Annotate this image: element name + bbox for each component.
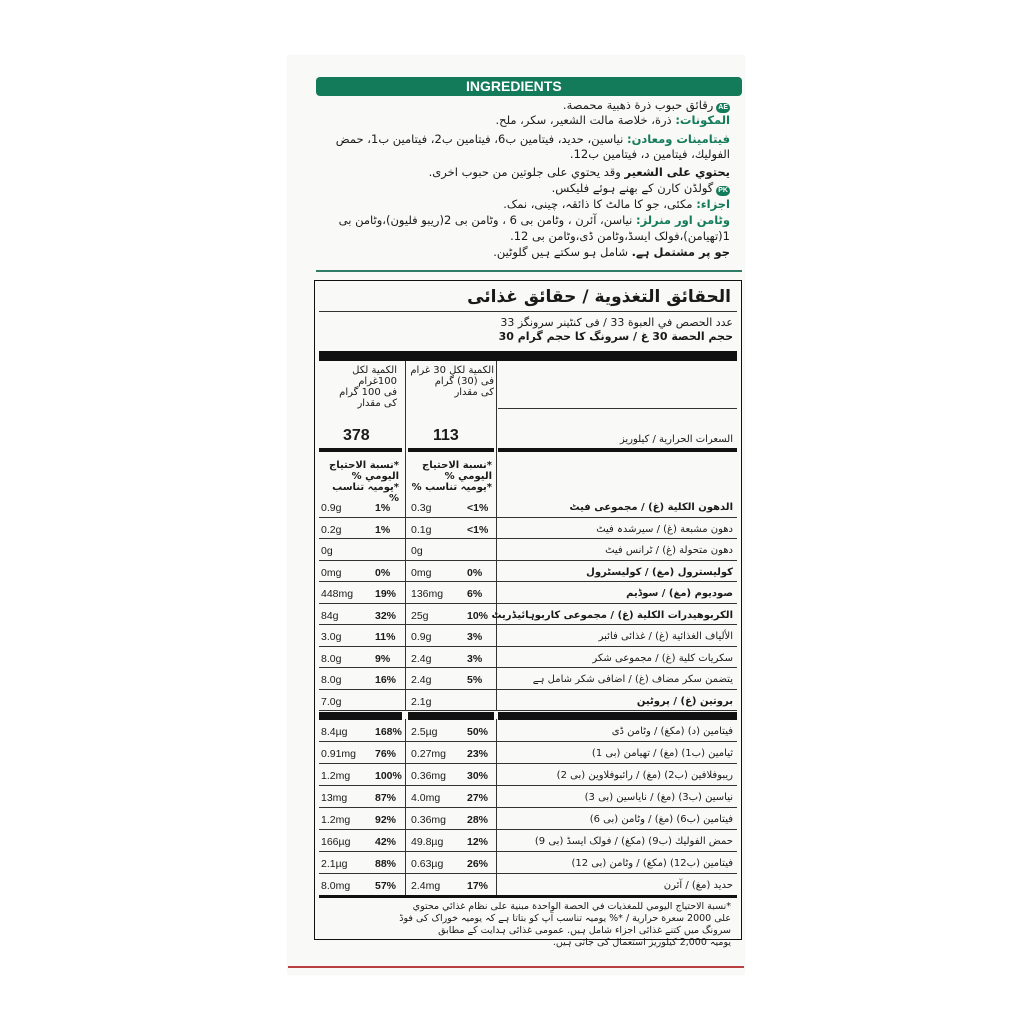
dv-30g: 30%	[467, 770, 489, 782]
col-header-30g: الكمية لكل 30 غرام فی (30) گرام کی مقدار	[410, 365, 494, 398]
value-30g: 2.4g	[411, 674, 432, 686]
pk-badge: PK	[718, 187, 728, 194]
value-30g: 4.0mg	[411, 792, 441, 804]
dv-30g: 6%	[467, 588, 483, 600]
dv-30g: 10%	[467, 609, 489, 622]
mid-bar-2	[408, 712, 494, 720]
pk-product-line: PKگولڈن کارن کے بھنے ہوئے فلیکس.	[551, 181, 728, 195]
ae-vitamins-line-2: الفوليك، فيتامين د، فيتامين ب12.	[569, 147, 730, 161]
nutrient-label: فيتامين (ب12) (مكغ) / وٹامن (بی 12)	[571, 858, 733, 869]
servings-per-container: عدد الحصص في العبوة 33 / فی کنٹینر سرونگز 33	[500, 316, 733, 329]
row-divider	[319, 851, 737, 852]
value-100g: 1.2mg	[321, 770, 351, 782]
value-100g: 84g	[321, 609, 339, 622]
mid-bar-3	[498, 712, 737, 720]
dv-100g: 0%	[375, 566, 391, 579]
dv-100g: 1%	[375, 523, 391, 536]
value-30g: 0.27mg	[411, 748, 447, 760]
dv-30g: 0%	[467, 566, 483, 579]
dv-100g: 168%	[375, 726, 402, 738]
col-sep-2	[496, 361, 497, 711]
value-100g: 8.0g	[321, 652, 342, 665]
dv-30g: 12%	[467, 836, 489, 848]
nutrient-label: يتضمن سكر مضاف (غ) / اضافی شکر شامل ہے	[532, 674, 733, 685]
calories-30g: 113	[433, 427, 459, 444]
header-rule	[498, 408, 737, 409]
col-header-100g: الكمية لكل 100غرام فی 100 گرام کی مقدار	[339, 365, 397, 409]
mid-bar-1	[319, 712, 402, 720]
row-divider	[319, 581, 737, 582]
dv-100g: 87%	[375, 792, 397, 804]
value-100g: 13mg	[321, 792, 348, 804]
nutrient-label: حمض الفوليك (ب9) (مكغ) / فولک ایسڈ (بی 9)	[534, 836, 733, 847]
value-100g: 1.2mg	[321, 814, 351, 826]
dv-30g: 23%	[467, 748, 489, 760]
row-divider	[319, 624, 737, 625]
dv-30g: 27%	[467, 792, 489, 804]
nutrient-label: ثيامين (ب1) (مغ) / تھیامن (بی 1)	[591, 748, 733, 759]
nutrient-label: ريبوفلافين (ب2) (مغ) / رائبوفلاوین (بی 2)	[556, 770, 733, 781]
nutrient-label: نياسين (ب3) (مغ) / نایاسین (بی 3)	[584, 792, 733, 803]
row-divider	[319, 667, 737, 668]
ae-product-line: AEرقائق حبوب ذرة ذهبية محمصة.	[562, 98, 728, 112]
row-divider	[319, 560, 737, 561]
dv-100g: 1%	[375, 502, 391, 514]
value-100g: 2.1µg	[321, 858, 348, 870]
row-divider	[319, 603, 737, 604]
pk-ingredients-line: اجزاء: مکئی، جو کا مالٹ کا ذائقہ، چینی، نمک.	[503, 197, 730, 211]
value-100g: 166µg	[321, 836, 351, 848]
value-100g: 0.2g	[321, 523, 342, 536]
nutrient-label: سكريات كلية (غ) / مجموعی شکر	[592, 652, 733, 664]
value-100g: 7.0g	[321, 695, 342, 708]
dv-100g: 42%	[375, 836, 397, 848]
row-divider	[319, 538, 737, 539]
nutrient-label: كوليسترول (مغ) / کولیسٹرول	[586, 566, 733, 578]
value-100g: 0g	[321, 545, 333, 557]
ae-ingredients-line: المكونات: ذرة، خلاصة مالت الشعير، سكر، ملح.	[495, 113, 730, 127]
dv-100g: 16%	[375, 674, 397, 686]
nutrient-label: الدهون الكلية (غ) / مجموعی فیٹ	[569, 502, 733, 513]
dv-100g: 11%	[375, 631, 396, 643]
nutrient-label: صوديوم (مغ) / سوڈیم	[626, 588, 733, 599]
nutrition-facts-table	[314, 280, 742, 948]
ae-vitamins-line: فيتامينات ومعادن: نياسين، حديد، فيتامين ب6، فيتامين ب2، فيتامين ب1، حمض	[335, 132, 730, 146]
cal-bar-1	[319, 448, 402, 452]
dv-30g: 3%	[467, 631, 483, 643]
pk-allergen-line: جو پر مشتمل ہے. شامل ہو سکتے ہیں گلوٹین.	[493, 245, 730, 259]
value-30g: 136mg	[411, 588, 444, 600]
nutrient-label: الألياف الغذائية (غ) / غذائی فائبر	[598, 631, 733, 642]
dv-100g: 32%	[375, 609, 397, 622]
value-100g: 3.0g	[321, 631, 342, 643]
value-100g: 0mg	[321, 566, 342, 579]
facts-title: الحقائق التغذوية / حقائق غذائی	[467, 287, 731, 307]
row-divider	[319, 807, 737, 808]
value-100g: 8.4µg	[321, 726, 348, 738]
row-divider	[319, 785, 737, 786]
value-30g: 2.4mg	[411, 880, 441, 892]
cal-bar-2	[408, 448, 494, 452]
dv-100g: 19%	[375, 588, 397, 600]
ae-allergen-line: يحتوي على الشعير وقد يحتوي على جلوتين من حبوب اخرى.	[428, 165, 730, 179]
row-divider	[319, 763, 737, 764]
value-30g: 0.1g	[411, 523, 432, 536]
dv-100g: 100%	[375, 770, 402, 782]
row-divider	[319, 710, 737, 711]
bottom-accent-line	[288, 966, 744, 968]
dv-100g: 9%	[375, 652, 391, 665]
dv-30g: 50%	[467, 726, 489, 738]
nutrient-label: حديد (مغ) / آئرن	[663, 880, 733, 891]
value-30g: 49.8µg	[411, 836, 444, 848]
value-100g: 0.91mg	[321, 748, 357, 760]
dv-30g: 3%	[467, 652, 483, 665]
dv-30g: 28%	[467, 814, 489, 826]
row-divider	[319, 873, 737, 874]
value-100g: 0.9g	[321, 502, 342, 514]
dv-100g: 92%	[375, 814, 397, 826]
row-divider	[319, 829, 737, 830]
pk-vitamins-line: وٹامن اور منرلز: نیاسن، آئرن ، وٹامن بی 6 ، وٹامن بی 2(ریبو فلیون)،وٹامن بی	[338, 213, 730, 227]
pk-vitamins-line-2: 1(تھیامن)،فولک ایسڈ،وٹامن ڈی،وٹامن بی 12.	[510, 229, 730, 243]
nutrient-label: الكربوهيدرات الكلية (غ) / مجموعی کاربوہائیڈریٹ	[491, 609, 733, 621]
ae-badge: AE	[718, 104, 728, 111]
dv-30g: 17%	[467, 880, 489, 892]
value-30g: 2.5µg	[411, 726, 438, 738]
thick-bar-top	[319, 351, 737, 361]
value-30g: 0.63µg	[411, 858, 444, 870]
thick-bar-bottom	[319, 895, 737, 898]
ingredients-header: INGREDIENTS	[316, 77, 742, 96]
dv-30g: 26%	[467, 858, 489, 870]
cal-bar-3	[498, 448, 737, 452]
col-sep-1	[405, 361, 406, 711]
value-30g: 0g	[411, 545, 423, 557]
row-divider	[319, 741, 737, 742]
section-divider	[316, 270, 742, 272]
value-30g: 0.36mg	[411, 770, 447, 782]
dv-100g: 57%	[375, 880, 397, 892]
nutrient-label: فيتامين (د) (مكغ) / وٹامن ڈی	[611, 726, 733, 737]
dv-100g: 76%	[375, 748, 397, 760]
dv-30g: <1%	[467, 502, 489, 514]
value-30g: 0.9g	[411, 631, 432, 643]
calories-100g: 378	[343, 427, 370, 444]
nutrient-label: فيتامين (ب6) (مغ) / وٹامن (بی 6)	[589, 814, 733, 825]
dv-100g: 88%	[375, 858, 397, 870]
row-divider	[319, 517, 737, 518]
dv-header-30g: *نسبة الاحتياج اليومي % *یومیہ تناسب %	[411, 460, 492, 493]
dv-30g: 5%	[467, 674, 483, 686]
dv-header-100g: *نسبة الاحتياج اليومي % *یومیہ تناسب %	[329, 460, 399, 504]
value-30g: 0.36mg	[411, 814, 447, 826]
value-100g: 8.0g	[321, 674, 342, 686]
nutrient-label: دهون مشبعة (غ) / سیرشدہ فیٹ	[596, 523, 733, 535]
dv-30g: <1%	[467, 523, 489, 536]
row-divider	[319, 689, 737, 690]
value-30g: 0mg	[411, 566, 432, 579]
value-30g: 2.1g	[411, 695, 432, 708]
value-30g: 0.3g	[411, 502, 432, 514]
row-divider	[319, 646, 737, 647]
calories-label: السعرات الحرارية / کیلوریز	[619, 434, 733, 445]
value-100g: 448mg	[321, 588, 354, 600]
value-100g: 8.0mg	[321, 880, 351, 892]
value-30g: 25g	[411, 609, 429, 622]
footnote: *نسبة الاحتياج اليومي للمغذيات في الحصة الواحدة مبنية على نظام غذائي محتوي على 2000 سعرة حرارية / *% یومیہ تناسب آپ کو بتاتا ہے کہ یومیہ خوراک کی فوڈ سرونگ میں کتنے غذائی اجزاء شامل ہیں. عمومی غذائی ہدایت کے مطابق یومیہ 2,000 کیلوریز استعمال کی جاتی ہیں.	[399, 901, 731, 948]
nutrient-label: دهون متحولة (غ) / ٹرانس فیٹ	[605, 545, 733, 556]
value-30g: 2.4g	[411, 652, 432, 665]
serving-size: حجم الحصة 30 غ / سرونگ کا حجم گرام 30	[498, 330, 733, 343]
title-rule	[319, 311, 737, 312]
nutrient-label: بروتين (غ) / پروٹین	[636, 695, 733, 707]
